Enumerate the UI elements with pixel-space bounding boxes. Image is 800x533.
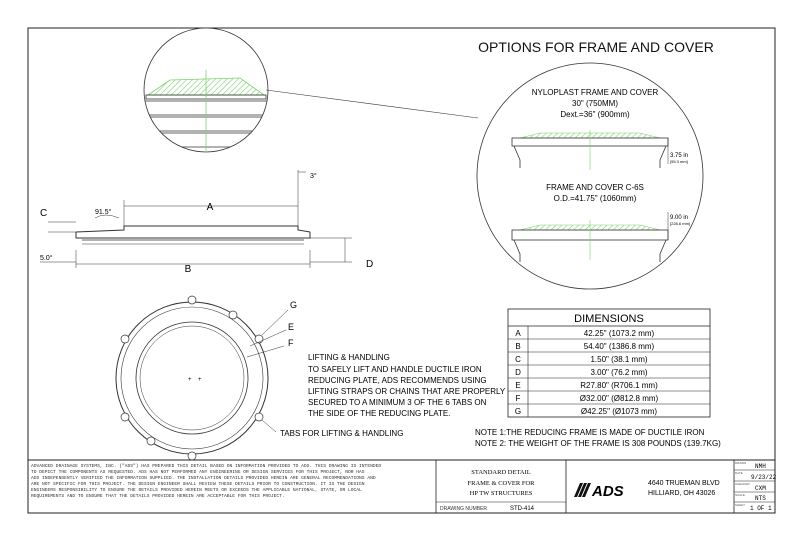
plan-view: [116, 296, 288, 460]
dim-row-key: F: [515, 394, 521, 403]
date: 9/23/22: [751, 474, 777, 481]
dim-label-a: A: [206, 202, 214, 213]
lifting-line: SECURED TO A MINIMUM 3 OF THE 6 TABS ON: [308, 398, 487, 407]
angle-label-top: 3°: [310, 173, 317, 180]
dim-row-key: E: [515, 381, 521, 390]
dim-row-value: 1.50" (38.1 mm): [590, 355, 648, 364]
title-fields: [735, 461, 751, 507]
field-label: DRAWN: [735, 461, 747, 465]
address-line2: HILLIARD, OH 43026: [648, 490, 716, 497]
angle-label-left: 91.5°: [95, 209, 112, 216]
address-line1: 4640 TRUEMAN BLVD: [648, 480, 720, 487]
disclaimer-line: ENGINEERS RESPONSIBILITY TO ENSURE THE DETAILS PROVIDED HEREIN MEETS OR EXCEEDS THE APPLICABLE NATIONAL, STATE, OR LOCAL: [31, 488, 362, 493]
disclaimer-line: ADS INDEPENDENTLY VERIFIED THE INFORMATION SUPPLIED. THE INSTALLATION DETAILS PROVIDED HEREIN ARE GENERAL RECOMMENDATIONS AND: [31, 476, 376, 481]
dim-row-key: G: [514, 407, 522, 416]
svg-text:+: +: [188, 377, 192, 383]
dim-row-value: Ø42.25" (Ø1073 mm): [580, 407, 658, 416]
scale: NTS: [755, 495, 766, 502]
dim-row-value: 54.40" (1386.8 mm): [583, 342, 655, 351]
note-1: NOTE 1:THE REDUCING FRAME IS MADE OF DUCTILE IRON: [475, 428, 705, 437]
dim-row-key: B: [515, 342, 521, 351]
dim-label-c: C: [40, 208, 48, 219]
detail-line2: FRAME & COVER FOR: [467, 480, 535, 487]
field-label: DATE: [735, 471, 743, 475]
disclaimer-line: ADVANCED DRAINAGE SYSTEMS, INC. ("ADS") HAS PREPARED THIS DETAIL BASED ON INFORMATION PROVIDED TO ADS. THIS DRAWING IS INTENDED: [31, 464, 382, 469]
nyloplast-line3: Dext.=36" (900mm): [560, 110, 630, 119]
dim-label-b: B: [184, 264, 192, 275]
c6s-line1: FRAME AND COVER C-6S: [546, 183, 644, 192]
nyloplast-dim-sub: [95.3 mm]: [670, 159, 688, 164]
angle-label-bottom: 5.0°: [40, 255, 53, 262]
plan-label-g: G: [290, 300, 298, 310]
drawing-number-label: DRAWING NUMBER: [440, 506, 488, 512]
title-values: [750, 463, 777, 512]
drawing-number: STD-414: [510, 506, 535, 512]
sheet-number: 1 OF 1: [750, 505, 772, 512]
lifting-handling-note: [280, 353, 506, 438]
dimensions-table: [508, 309, 710, 417]
lifting-heading: LIFTING & HANDLING: [308, 353, 390, 362]
dim-label-d: D: [366, 259, 374, 270]
field-label: SHEET: [735, 503, 746, 507]
plan-label-e: E: [288, 322, 295, 332]
detail-line1: STANDARD DETAIL: [471, 469, 531, 476]
dim-row-value: 42.25" (1073.2 mm): [583, 329, 655, 338]
nyloplast-dim-label: 3.75 in: [670, 153, 689, 159]
nyloplast-line2: 30" (750MM): [572, 99, 618, 108]
ads-logo: [574, 483, 624, 500]
detail-line3: HP TW STRUCTURES: [469, 490, 533, 497]
dim-row-value: Ø32.00" (Ø812.8 mm): [579, 394, 659, 403]
lifting-line: REDUCING PLATE, ADS RECOMMENDS USING: [308, 376, 487, 385]
checked-by: CXM: [755, 485, 766, 492]
riser-detail-circle: [120, 28, 290, 170]
c6s-dim-label: 9.00 in: [670, 215, 689, 221]
lifting-line: TO SAFELY LIFT AND HANDLE DUCTILE IRON: [308, 365, 482, 374]
disclaimer-line: TO DEPICT THE COMPONENTS AS REQUESTED. ADS HAS NOT PERFORMED ANY ENGINEERING OR DESIGN SERVICES FOR THIS PROJECT, NOR HAS: [31, 470, 365, 475]
nyloplast-line1: NYLOPLAST FRAME AND COVER: [531, 88, 659, 97]
section-view: [40, 170, 352, 268]
dim-row-key: C: [515, 355, 521, 364]
plan-label-f: F: [288, 338, 294, 348]
dimensions-heading: DIMENSIONS: [574, 313, 644, 325]
c6s-line2: O.D.=41.75" (1060mm): [553, 194, 637, 203]
dim-row-key: D: [515, 368, 521, 377]
lifting-line: THE SIDE OF THE REDUCING PLATE.: [308, 409, 451, 418]
disclaimer: [31, 463, 381, 499]
dim-row-value: 3.00" (76.2 mm): [590, 368, 648, 377]
dim-row-key: A: [515, 329, 521, 338]
tabs-label: TABS FOR LIFTING & HANDLING: [280, 429, 404, 438]
field-label: CHECKED: [735, 482, 750, 486]
disclaimer-line: ARE NOT SPECIFIC FOR THIS PROJECT. THE DESIGN ENGINEER SHALL REVIEW THESE DETAILS PRIOR TO CONSTRUCTION. IT IS THE DESIGN: [31, 482, 365, 487]
field-label: SCALE: [735, 493, 745, 497]
disclaimer-line: REQUIREMENTS AND TO ENSURE THAT THE DETAILS PROVIDED HEREIN ARE ACCEPTABLE FOR THIS PROJECT.: [31, 494, 285, 499]
page-title: OPTIONS FOR FRAME AND COVER: [478, 39, 714, 55]
svg-text:+: +: [198, 377, 202, 383]
detail-title: [468, 469, 536, 497]
dim-row-value: R27.80" (R706.1 mm): [580, 381, 658, 390]
ads-logo-text: ADS: [592, 483, 624, 500]
detail-leader-line: [266, 90, 478, 118]
note-2: NOTE 2: THE WEIGHT OF THE FRAME IS 308 POUNDS (139.7KG): [475, 439, 721, 448]
lifting-line: LIFTING STRAPS OR CHAINS THAT ARE PROPERLY: [308, 387, 506, 396]
drawn-by: NMH: [755, 463, 766, 470]
c6s-dim-sub: [228.6 mm]: [670, 221, 691, 226]
